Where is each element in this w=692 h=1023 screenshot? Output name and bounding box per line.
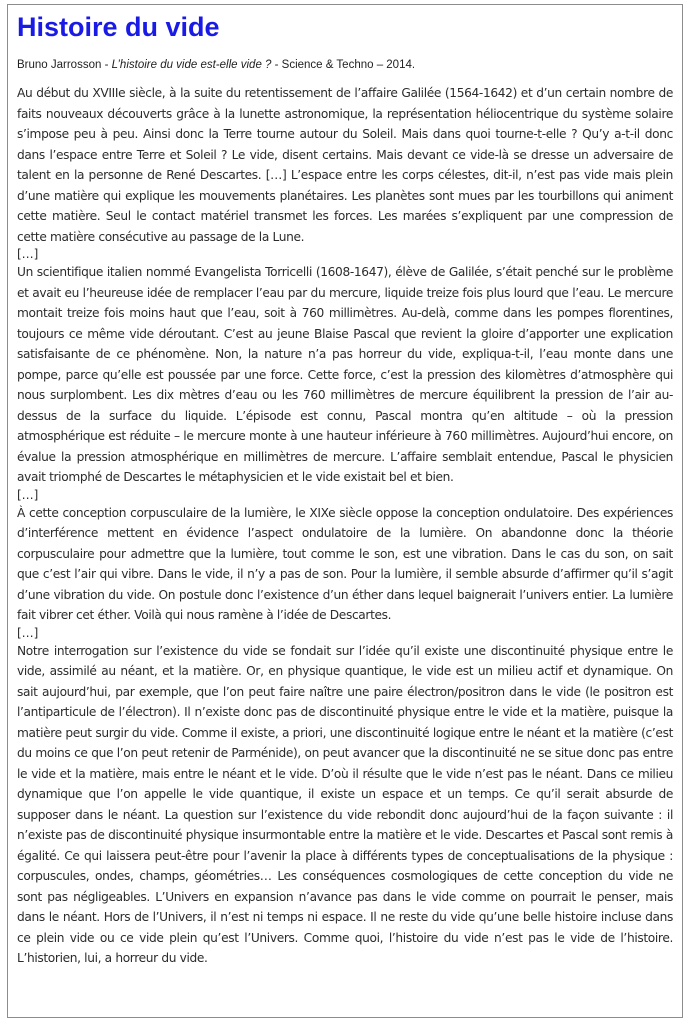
citation-work-title: L’histoire du vide est-elle vide ? bbox=[111, 59, 272, 71]
paragraph-3: À cette conception corpusculaire de la lumière, le XIXe siècle oppose la conception ondulatoire. Des expériences d’interférence mettent en évidence l’aspect ondulatoire de la lumière. On abandonne donc la théorie corpusculaire pour admettre que la lumière, tout comme le son, est une vibration. Dans le cas du son, on sait que c’est l’air qui vibre. Dans le vide, il n’y a pas de son. Pour la lumière, il semble absurde d’affirmer qu’il s’agit d’une vibration du vide. On postule donc l’existence d’un éther dans lequel baignerait l’univers entier. La lumière fait vibrer cet éther. Voilà qui nous ramène à l’idée de Descartes. bbox=[17, 505, 673, 622]
citation bbox=[17, 57, 673, 73]
paragraph-1: Au début du XVIIIe siècle, à la suite du retentissement de l’affaire Galilée (1564-1642) et d’un certain nombre de faits nouveaux découverts grâce à la lunette astronomique, la représentation héliocentrique du système solaire s’impose peu à peu. Ainsi donc la Terre tourne autour du Soleil. Mais dans quoi tourne-t-elle ? Qu’y a-t-il donc dans l’espace entre Terre et Soleil ? Le vide, disent certains. Mais devant ce vide-là se dresse un adversaire de talent en la personne de René Descartes. […] L’espace entre les corps célestes, dit-il, n’est pas vide mais plein d’une matière qui explique les mouvements planétaires. Les planètes sont mues par les tourbillons qui animent cette matière. Seul le contact matériel transmet les forces. Les marées s’expliquent par une compression de cette matière consécutive au passage de la Lune. bbox=[17, 86, 673, 244]
document-frame bbox=[7, 4, 683, 1018]
citation-source: - Science & Techno – 2014. bbox=[271, 59, 416, 71]
ellipsis-marker-1: […] bbox=[17, 247, 39, 261]
citation-author: Bruno Jarrosson bbox=[17, 59, 102, 71]
document-title: Histoire du vide bbox=[17, 12, 220, 42]
citation-separator: - bbox=[101, 59, 112, 71]
ellipsis-marker-2: […] bbox=[17, 487, 39, 502]
paragraph-2: Un scientifique italien nommé Evangelista Torricelli (1608-1647), élève de Galilée, s’était penché sur le problème et avait eu l’heureuse idée de remplacer l’eau par du mercure, liquide treize fois plus lourd que l’eau. Le mercure montait treize fois moins haut que l’eau, soit à 760 millimètres. Au-delà, comme dans les pompes florentines, toujours ce même vide déroutant. C’est au jeune Blaise Pascal que revient la gloire d’apporter une explication satisfaisante de ce phénomène. Non, la nature n’a pas horreur du vide, expliqua-t-il, l’eau monte dans une pompe, parce qu’elle est poussée par une force. Cette force, c’est la pression des kilomètres d’atmosphère qui nous surplombent. Les dix mètres d’eau ou les 760 millimètres de mercure équilibrent la pression de l’air au-dessus de la surface du liquide. L’épisode est connu, Pascal montra qu’en altitude – où la pression atmosphérique est réduite – le mercure monte à une hauteur inférieure à 760 millimètres. Aujourd’hui encore, on évalue la pression atmosphérique en millimètres de mercure. L’affaire semblait entendue, Pascal le physicien avait triomphé de Descartes le métaphysicien et le vide existait bel et bien. bbox=[17, 265, 673, 484]
ellipsis-marker-3: […] bbox=[17, 625, 39, 640]
paragraph-4: Notre interrogation sur l’existence du vide se fondait sur l’idée qu’il existe une discontinuité physique entre le vide, assimilé au néant, et la matière. Or, en physique quantique, le vide est un milieu actif et dynamique. On sait aujourd’hui, par exemple, que l’on peut faire naître une paire électron/positron dans le vide (le positron est l’antiparticule de l’électron). Il n’existe donc pas de discontinuité physique entre le vide et la matière, puisque la matière peut surgir du vide. Comme il existe, a priori, une discontinuité logique entre le néant et la matière (c’est du moins ce que l’on peut retenir de Parménide), on peut avancer que la discontinuité ne se situe donc pas entre le vide et la matière, mais entre le néant et le vide. D’où il résulte que le vide n’est pas le néant. Dans ce milieu dynamique que l’on appelle le vide quantique, il existe un espace et un temps. Ce qu’il serait absurde de supposer dans le néant. La question sur l’existence du vide rebondit donc aujourd’hui de la façon suivante : il n’existe pas de discontinuité physique insurmontable entre la matière et le vide. Descartes et Pascal sont remis à égalité. Ce qui laissera peut-être pour l’avenir la place à différents types de conceptualisations de la physique : corpuscules, ondes, champs, géométries… Les conséquences cosmologiques de cette conception du vide ne sont pas négligeables. L’Univers en expansion n’avance pas dans le vide comme on pourrait le penser, mais dans le néant. Hors de l’Univers, il n’est ni temps ni espace. Il ne reste du vide qu’une belle histoire incluse dans ce plein vide ou ce vide plein qu’est l’Univers. Comme quoi, l’histoire du vide n’est pas le vide de l’histoire. L’historien, lui, a horreur du vide. bbox=[17, 643, 673, 965]
